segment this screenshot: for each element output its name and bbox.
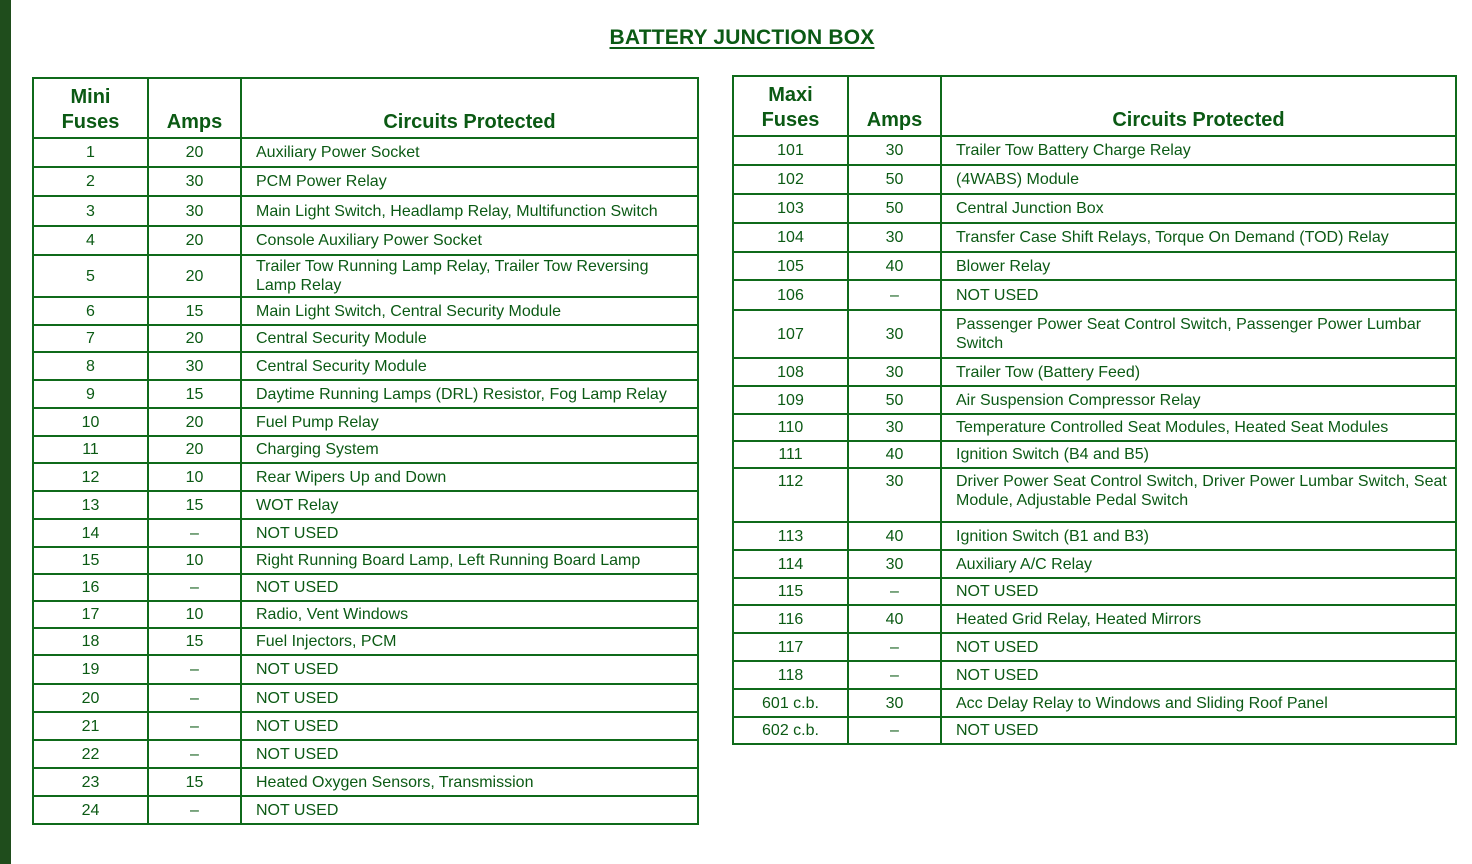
table-row [33, 226, 698, 255]
fuse-number-cell: 14 [33, 519, 148, 547]
amps-cell: 40 [848, 441, 941, 468]
fuse-number-cell: 104 [733, 223, 848, 252]
circuits-cell: Main Light Switch, Headlamp Relay, Multifunction Switch [241, 196, 698, 226]
table-row [33, 601, 698, 628]
circuits-cell: Main Light Switch, Central Security Module [241, 297, 698, 325]
fuse-number-cell: 17 [33, 601, 148, 628]
fuse-number-cell: 601 c.b. [733, 689, 848, 717]
amps-cell: – [148, 655, 241, 684]
fuse-header-line2: Fuses [761, 109, 820, 131]
page-title: BATTERY JUNCTION BOX [609, 26, 875, 49]
fuse-header-line1: Maxi [768, 84, 813, 106]
fuse-number-cell: 115 [733, 578, 848, 605]
circuits-column-header: Circuits Protected [241, 78, 698, 138]
fuse-number-cell: 19 [33, 655, 148, 684]
circuits-cell: Central Security Module [241, 352, 698, 380]
circuits-cell: PCM Power Relay [241, 167, 698, 196]
amps-cell: 40 [848, 252, 941, 280]
amps-cell: 30 [848, 358, 941, 386]
table-row [733, 633, 1456, 661]
amps-column-header: Amps [148, 78, 241, 138]
amps-cell: 50 [848, 386, 941, 414]
circuits-cell: Daytime Running Lamps (DRL) Resistor, Fog Lamp Relay [241, 380, 698, 408]
amps-cell: – [848, 633, 941, 661]
circuits-cell: Temperature Controlled Seat Modules, Heated Seat Modules [941, 414, 1456, 441]
table-row [33, 297, 698, 325]
fuse-number-cell: 102 [733, 165, 848, 194]
fuse-number-cell: 114 [733, 550, 848, 578]
table-row [33, 167, 698, 196]
circuits-cell: NOT USED [241, 740, 698, 768]
amps-cell: 15 [148, 768, 241, 796]
table-row [733, 223, 1456, 252]
table-row [733, 194, 1456, 223]
left-edge-bar [0, 0, 11, 864]
maxi-fuse-rows [733, 136, 1456, 744]
circuits-cell: Trailer Tow Running Lamp Relay, Trailer Tow Reversing Lamp Relay [241, 255, 698, 297]
amps-cell: – [848, 578, 941, 605]
circuits-cell: Air Suspension Compressor Relay [941, 386, 1456, 414]
fuse-number-cell: 118 [733, 661, 848, 689]
amps-cell: 30 [848, 136, 941, 165]
amps-cell: 30 [848, 414, 941, 441]
amps-cell: 10 [148, 601, 241, 628]
amps-cell: 10 [148, 463, 241, 491]
amps-cell: 30 [148, 196, 241, 226]
fuse-number-cell: 9 [33, 380, 148, 408]
circuits-cell: NOT USED [241, 684, 698, 712]
amps-cell: 50 [848, 194, 941, 223]
fuse-number-cell: 5 [33, 255, 148, 297]
circuits-cell: Central Junction Box [941, 194, 1456, 223]
fuse-number-cell: 113 [733, 522, 848, 550]
amps-cell: – [148, 519, 241, 547]
table-row [733, 522, 1456, 550]
table-row [733, 578, 1456, 605]
fuse-number-cell: 103 [733, 194, 848, 223]
fuse-number-cell: 16 [33, 574, 148, 601]
fuse-number-cell: 108 [733, 358, 848, 386]
amps-cell: – [848, 661, 941, 689]
table-row [733, 280, 1456, 310]
table-header-row [33, 78, 698, 138]
circuits-cell: Right Running Board Lamp, Left Running Board Lamp [241, 547, 698, 574]
amps-cell: 20 [148, 408, 241, 436]
amps-cell: 15 [148, 628, 241, 655]
table-row [33, 196, 698, 226]
circuits-cell: NOT USED [241, 655, 698, 684]
amps-cell: 30 [848, 310, 941, 358]
fuse-number-cell: 111 [733, 441, 848, 468]
circuits-cell: Radio, Vent Windows [241, 601, 698, 628]
table-row [33, 684, 698, 712]
amps-cell: – [148, 574, 241, 601]
amps-cell: 15 [148, 297, 241, 325]
fuse-number-cell: 6 [33, 297, 148, 325]
table-row [33, 655, 698, 684]
maxi-fuse-table [732, 75, 1457, 745]
amps-cell: – [848, 717, 941, 744]
circuits-cell: NOT USED [941, 280, 1456, 310]
table-row [33, 408, 698, 436]
circuits-cell: Passenger Power Seat Control Switch, Passenger Power Lumbar Switch [941, 310, 1456, 358]
fuse-number-cell: 1 [33, 138, 148, 167]
amps-cell: 15 [148, 491, 241, 519]
table-row [33, 325, 698, 352]
amps-cell: 15 [148, 380, 241, 408]
fuse-number-cell: 116 [733, 605, 848, 633]
circuits-cell: Fuel Pump Relay [241, 408, 698, 436]
fuse-number-cell: 21 [33, 712, 148, 740]
fuse-number-cell: 109 [733, 386, 848, 414]
table-row [733, 386, 1456, 414]
table-row [33, 768, 698, 796]
table-row [33, 255, 698, 297]
fuse-number-cell: 4 [33, 226, 148, 255]
table-row [733, 661, 1456, 689]
fuse-number-cell: 12 [33, 463, 148, 491]
fuse-number-cell: 602 c.b. [733, 717, 848, 744]
amps-cell: – [148, 740, 241, 768]
table-row [733, 550, 1456, 578]
table-row [733, 165, 1456, 194]
circuits-cell: Auxiliary A/C Relay [941, 550, 1456, 578]
amps-column-header: Amps [848, 76, 941, 136]
fuse-number-cell: 7 [33, 325, 148, 352]
circuits-cell: Charging System [241, 436, 698, 463]
table-row [33, 628, 698, 655]
amps-cell: 50 [848, 165, 941, 194]
table-row [733, 310, 1456, 358]
amps-cell: 20 [148, 325, 241, 352]
table-row [733, 136, 1456, 165]
circuits-cell: NOT USED [941, 661, 1456, 689]
circuits-cell: WOT Relay [241, 491, 698, 519]
amps-cell: – [848, 280, 941, 310]
table-row [33, 574, 698, 601]
table-row [733, 414, 1456, 441]
table-row [33, 740, 698, 768]
fuse-number-cell: 23 [33, 768, 148, 796]
circuits-cell: Central Security Module [241, 325, 698, 352]
fuse-header-line1: Mini [70, 86, 111, 108]
table-row [33, 352, 698, 380]
fuse-number-cell: 3 [33, 196, 148, 226]
circuits-cell: Ignition Switch (B4 and B5) [941, 441, 1456, 468]
table-row [733, 689, 1456, 717]
amps-cell: 30 [848, 223, 941, 252]
fuse-header-line2: Fuses [61, 111, 120, 133]
table-row [33, 491, 698, 519]
amps-cell: 40 [848, 605, 941, 633]
amps-cell: 30 [848, 689, 941, 717]
fuse-column-header [33, 78, 148, 138]
circuits-cell: NOT USED [241, 519, 698, 547]
circuits-cell: Driver Power Seat Control Switch, Driver Power Lumbar Switch, Seat Module, Adjustable Pedal Switch [941, 468, 1456, 522]
amps-cell: 10 [148, 547, 241, 574]
circuits-cell: NOT USED [941, 578, 1456, 605]
amps-cell: 20 [148, 138, 241, 167]
amps-cell: 20 [148, 226, 241, 255]
amps-cell: 30 [148, 352, 241, 380]
amps-cell: 20 [148, 436, 241, 463]
amps-cell: 30 [848, 468, 941, 522]
fuse-number-cell: 18 [33, 628, 148, 655]
amps-cell: 30 [848, 550, 941, 578]
fuse-number-cell: 110 [733, 414, 848, 441]
circuits-cell: NOT USED [941, 717, 1456, 744]
fuse-column-header [733, 76, 848, 136]
amps-cell: – [148, 712, 241, 740]
circuits-cell: Trailer Tow (Battery Feed) [941, 358, 1456, 386]
table-header-row [733, 76, 1456, 136]
fuse-number-cell: 13 [33, 491, 148, 519]
table-row [733, 358, 1456, 386]
table-row [33, 436, 698, 463]
circuits-cell: Rear Wipers Up and Down [241, 463, 698, 491]
mini-fuse-rows [33, 138, 698, 824]
fuse-number-cell: 105 [733, 252, 848, 280]
table-row [33, 712, 698, 740]
circuits-cell: Heated Oxygen Sensors, Transmission [241, 768, 698, 796]
fuse-number-cell: 8 [33, 352, 148, 380]
fuse-number-cell: 117 [733, 633, 848, 661]
table-row [733, 252, 1456, 280]
fuse-number-cell: 106 [733, 280, 848, 310]
fuse-number-cell: 15 [33, 547, 148, 574]
circuits-column-header: Circuits Protected [941, 76, 1456, 136]
mini-fuse-table [32, 77, 699, 825]
table-row [33, 796, 698, 824]
amps-cell: – [148, 796, 241, 824]
fuse-number-cell: 107 [733, 310, 848, 358]
amps-cell: 20 [148, 255, 241, 297]
fuse-number-cell: 20 [33, 684, 148, 712]
circuits-cell: Auxiliary Power Socket [241, 138, 698, 167]
circuits-cell: Console Auxiliary Power Socket [241, 226, 698, 255]
circuits-cell: NOT USED [241, 712, 698, 740]
table-row [33, 463, 698, 491]
circuits-cell: NOT USED [941, 633, 1456, 661]
circuits-cell: Heated Grid Relay, Heated Mirrors [941, 605, 1456, 633]
fuse-number-cell: 2 [33, 167, 148, 196]
circuits-cell: Blower Relay [941, 252, 1456, 280]
circuits-cell: (4WABS) Module [941, 165, 1456, 194]
fuse-number-cell: 11 [33, 436, 148, 463]
fuse-number-cell: 22 [33, 740, 148, 768]
fuse-number-cell: 112 [733, 468, 848, 522]
amps-cell: 40 [848, 522, 941, 550]
table-row [733, 441, 1456, 468]
table-row [33, 547, 698, 574]
circuits-cell: Acc Delay Relay to Windows and Sliding Roof Panel [941, 689, 1456, 717]
table-row [33, 380, 698, 408]
amps-cell: 30 [148, 167, 241, 196]
circuits-cell: Ignition Switch (B1 and B3) [941, 522, 1456, 550]
circuits-cell: Trailer Tow Battery Charge Relay [941, 136, 1456, 165]
circuits-cell: NOT USED [241, 796, 698, 824]
table-row [733, 605, 1456, 633]
circuits-cell: Transfer Case Shift Relays, Torque On Demand (TOD) Relay [941, 223, 1456, 252]
circuits-cell: NOT USED [241, 574, 698, 601]
amps-cell: – [148, 684, 241, 712]
table-row [33, 519, 698, 547]
table-row [33, 138, 698, 167]
table-row [733, 468, 1456, 522]
circuits-cell: Fuel Injectors, PCM [241, 628, 698, 655]
fuse-number-cell: 10 [33, 408, 148, 436]
table-row [733, 717, 1456, 744]
fuse-number-cell: 101 [733, 136, 848, 165]
fuse-number-cell: 24 [33, 796, 148, 824]
